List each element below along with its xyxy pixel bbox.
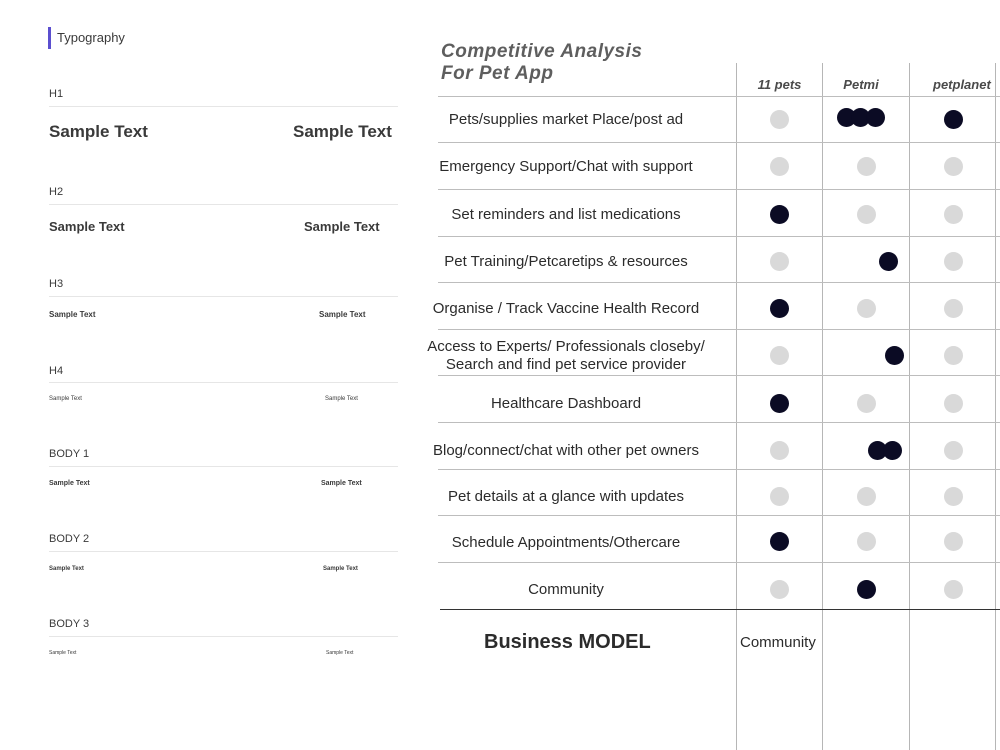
column-header-11pets: 11 pets bbox=[757, 77, 802, 92]
support-indicator-empty bbox=[857, 299, 876, 318]
feature-label: Healthcare Dashboard bbox=[490, 395, 642, 412]
body3-sample-right: Sample Text bbox=[326, 650, 354, 656]
row-divider bbox=[438, 142, 1000, 143]
column-header-petmi: Petmi bbox=[843, 77, 879, 92]
support-indicator-filled bbox=[857, 580, 876, 599]
h3-sample-right: Sample Text bbox=[319, 310, 366, 319]
feature-label: Pet Training/Petcaretips & resources bbox=[444, 253, 688, 270]
feature-label: Pets/supplies market Place/post ad bbox=[448, 111, 684, 128]
body2-sample-right: Sample Text bbox=[323, 566, 358, 572]
type-style-divider bbox=[49, 204, 398, 205]
type-style-label-h1: H1 bbox=[49, 88, 64, 100]
feature-label: Set reminders and list medications bbox=[451, 206, 681, 223]
body3-sample-left: Sample Text bbox=[49, 650, 77, 656]
feature-label bbox=[400, 338, 732, 374]
row-divider bbox=[438, 469, 1000, 470]
support-indicator-empty bbox=[770, 346, 789, 365]
body1-sample-right: Sample Text bbox=[321, 480, 362, 487]
column-divider bbox=[995, 63, 996, 750]
support-indicator-filled bbox=[866, 108, 885, 127]
support-indicator-empty bbox=[770, 252, 789, 271]
type-style-label-h3: H3 bbox=[49, 278, 64, 290]
support-indicator-empty bbox=[944, 157, 963, 176]
support-indicator-empty bbox=[944, 346, 963, 365]
feature-label: Schedule Appointments/Othercare bbox=[451, 534, 681, 551]
row-divider bbox=[438, 515, 1000, 516]
support-indicator-empty bbox=[944, 205, 963, 224]
support-indicator-empty bbox=[944, 487, 963, 506]
support-indicator-empty bbox=[770, 157, 789, 176]
typography-accent-bar bbox=[48, 27, 51, 49]
type-style-divider bbox=[49, 466, 398, 467]
business-model-label: Business MODEL bbox=[484, 631, 651, 653]
support-indicator-filled bbox=[770, 394, 789, 413]
support-indicator-filled bbox=[770, 532, 789, 551]
row-divider bbox=[438, 422, 1000, 423]
support-indicator-empty bbox=[770, 110, 789, 129]
support-indicator-empty bbox=[857, 394, 876, 413]
feature-label: Organise / Track Vaccine Health Record bbox=[432, 300, 700, 317]
row-divider bbox=[438, 375, 1000, 376]
support-indicator-filled bbox=[883, 441, 902, 460]
type-style-divider bbox=[49, 296, 398, 297]
body1-sample-left: Sample Text bbox=[49, 480, 90, 487]
type-style-label-h4: H4 bbox=[49, 365, 64, 377]
row-divider bbox=[438, 329, 1000, 330]
h2-sample-right: Sample Text bbox=[304, 219, 380, 234]
competitive-analysis-title-line2: For Pet App bbox=[441, 63, 554, 84]
feature-label-line1: Access to Experts/ Professionals closeby/ bbox=[427, 338, 705, 355]
support-indicator-empty bbox=[770, 487, 789, 506]
column-divider bbox=[822, 63, 823, 750]
table-footer-divider bbox=[440, 609, 1000, 610]
type-style-divider bbox=[49, 636, 398, 637]
support-indicator-empty bbox=[770, 580, 789, 599]
type-style-label-h2: H2 bbox=[49, 186, 64, 198]
typography-title: Typography bbox=[57, 30, 125, 45]
support-indicator-empty bbox=[770, 441, 789, 460]
competitive-analysis-title-line1: Competitive Analysis bbox=[441, 41, 643, 62]
support-indicator-filled bbox=[770, 299, 789, 318]
h4-sample-right: Sample Text bbox=[325, 396, 358, 402]
row-divider bbox=[438, 282, 1000, 283]
support-indicator-filled bbox=[944, 110, 963, 129]
column-divider bbox=[736, 63, 737, 750]
support-indicator-empty bbox=[944, 532, 963, 551]
competitive-analysis-title bbox=[441, 41, 642, 85]
row-divider bbox=[438, 236, 1000, 237]
body2-sample-left: Sample Text bbox=[49, 566, 84, 572]
support-indicator-empty bbox=[857, 157, 876, 176]
support-indicator-filled bbox=[885, 346, 904, 365]
h4-sample-left: Sample Text bbox=[49, 396, 82, 402]
column-divider bbox=[909, 63, 910, 750]
feature-label: Community bbox=[528, 581, 604, 598]
feature-label: Emergency Support/Chat with support bbox=[439, 158, 693, 175]
h2-sample-left: Sample Text bbox=[49, 219, 125, 234]
support-indicator-empty bbox=[944, 580, 963, 599]
h3-sample-left: Sample Text bbox=[49, 310, 96, 319]
type-style-divider bbox=[49, 106, 398, 107]
feature-label: Blog/connect/chat with other pet owners bbox=[433, 442, 699, 459]
h1-sample-right: Sample Text bbox=[293, 122, 392, 141]
column-header-petplanet: petplanet bbox=[933, 77, 991, 92]
type-style-divider bbox=[49, 382, 398, 383]
support-indicator-empty bbox=[944, 252, 963, 271]
row-divider bbox=[438, 96, 1000, 97]
support-indicator-empty bbox=[857, 205, 876, 224]
support-indicator-empty bbox=[857, 487, 876, 506]
row-divider bbox=[438, 189, 1000, 190]
feature-label-line2: Search and find pet service provider bbox=[445, 356, 687, 373]
support-indicator-empty bbox=[944, 394, 963, 413]
type-style-label-body2: BODY 2 bbox=[49, 533, 90, 545]
row-divider bbox=[438, 562, 1000, 563]
type-style-label-body3: BODY 3 bbox=[49, 618, 90, 630]
type-style-label-body1: BODY 1 bbox=[49, 448, 90, 460]
feature-label: Pet details at a glance with updates bbox=[448, 488, 684, 505]
support-indicator-empty bbox=[857, 532, 876, 551]
support-indicator-empty bbox=[944, 441, 963, 460]
support-indicator-empty bbox=[944, 299, 963, 318]
support-indicator-filled bbox=[770, 205, 789, 224]
support-indicator-filled bbox=[879, 252, 898, 271]
type-style-divider bbox=[49, 551, 398, 552]
h1-sample-left: Sample Text bbox=[49, 122, 148, 141]
business-model-11pets-value: Community bbox=[740, 634, 816, 651]
